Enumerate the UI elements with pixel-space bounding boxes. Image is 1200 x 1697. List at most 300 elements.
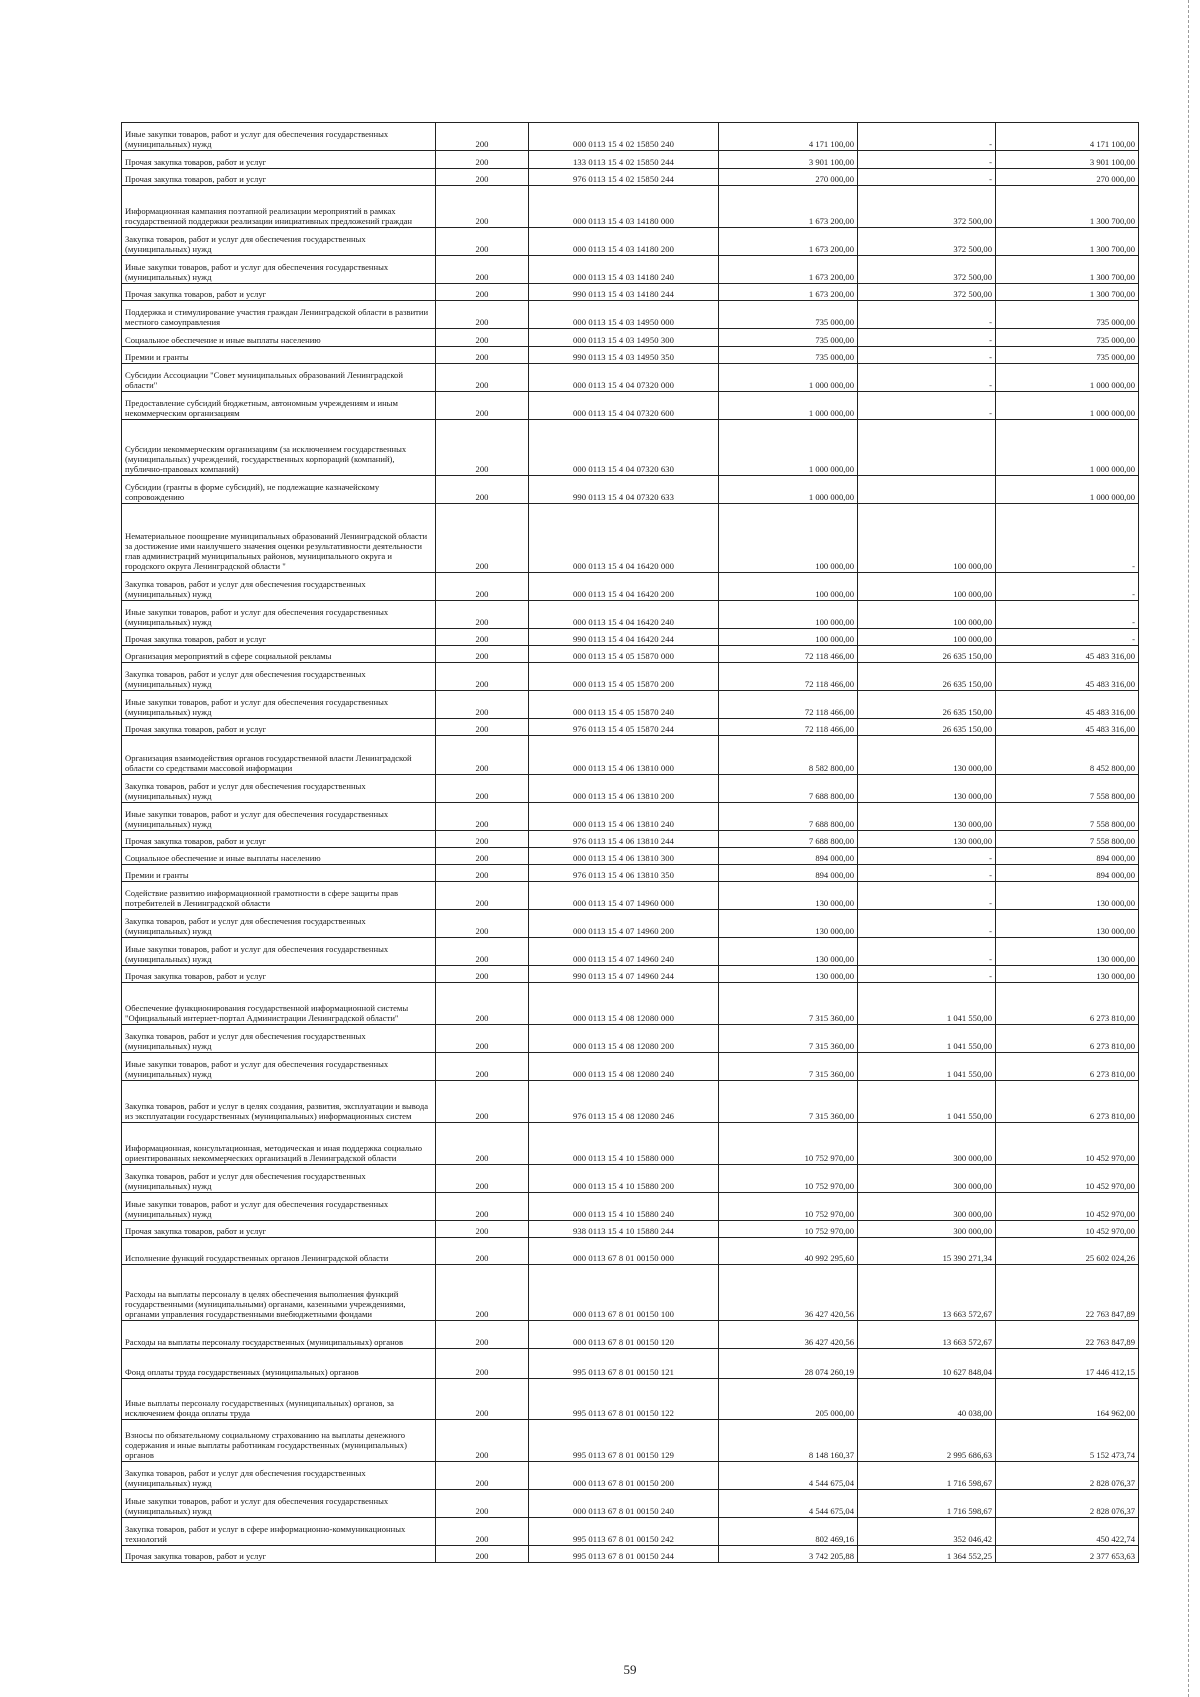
- table-row: [122, 329, 1139, 347]
- row-part-cell: 300 000,00: [858, 1123, 996, 1165]
- table-row: [122, 1053, 1139, 1081]
- row-name-cell: Поддержка и стимулирование участия граждан Ленинградской области в развитии местного самоуправления: [122, 301, 436, 329]
- row-code-cell: 200: [436, 1081, 529, 1123]
- row-name-cell: Закупка товаров, работ и услуг для обеспечения государственных (муниципальных) нужд: [122, 1025, 436, 1053]
- row-name-cell: Обеспечение функционирования государственной информационной системы "Официальный интернет-портал Администрации Ленинградской области": [122, 983, 436, 1025]
- row-name-cell: Расходы на выплаты персоналу государственных (муниципальных) органов: [122, 1321, 436, 1349]
- row-rest-cell: 735 000,00: [996, 301, 1139, 329]
- row-rest-cell: 6 273 810,00: [996, 1053, 1139, 1081]
- row-rest-cell: 735 000,00: [996, 347, 1139, 364]
- row-total-cell: 894 000,00: [719, 848, 858, 865]
- row-rest-cell: 4 171 100,00: [996, 123, 1139, 151]
- row-kbk-cell: 000 0113 67 8 01 00150 100: [529, 1265, 719, 1321]
- row-code-cell: 200: [436, 803, 529, 831]
- row-rest-cell: 1 300 700,00: [996, 284, 1139, 301]
- row-name-cell: Прочая закупка товаров, работ и услуг: [122, 831, 436, 848]
- row-total-cell: 7 315 360,00: [719, 1053, 858, 1081]
- row-part-cell: [858, 420, 996, 476]
- row-part-cell: -: [858, 865, 996, 882]
- row-total-cell: 8 148 160,37: [719, 1420, 858, 1462]
- row-name-cell: Расходы на выплаты персоналу в целях обеспечения выполнения функций государственными (муниципальными) органами, казенными учреждениями, органами управления государственными внебюджетными фондами: [122, 1265, 436, 1321]
- row-part-cell: 10 627 848,04: [858, 1349, 996, 1379]
- row-rest-cell: 45 483 316,00: [996, 719, 1139, 736]
- row-kbk-cell: 990 0113 15 4 04 07320 633: [529, 476, 719, 504]
- row-total-cell: 7 315 360,00: [719, 1025, 858, 1053]
- row-total-cell: 72 118 466,00: [719, 663, 858, 691]
- row-part-cell: 100 000,00: [858, 601, 996, 629]
- table-row: [122, 186, 1139, 228]
- row-code-cell: 200: [436, 186, 529, 228]
- row-part-cell: 26 635 150,00: [858, 663, 996, 691]
- row-rest-cell: -: [996, 504, 1139, 573]
- row-rest-cell: 2 828 076,37: [996, 1490, 1139, 1518]
- row-rest-cell: 894 000,00: [996, 848, 1139, 865]
- row-total-cell: 735 000,00: [719, 347, 858, 364]
- row-kbk-cell: 000 0113 15 4 07 14960 000: [529, 882, 719, 910]
- table-row: [122, 1221, 1139, 1238]
- row-name-cell: Иные закупки товаров, работ и услуг для обеспечения государственных (муниципальных) нужд: [122, 691, 436, 719]
- row-total-cell: 130 000,00: [719, 882, 858, 910]
- row-code-cell: 200: [436, 848, 529, 865]
- table-row: [122, 301, 1139, 329]
- row-part-cell: 15 390 271,34: [858, 1238, 996, 1265]
- table-row: [122, 284, 1139, 301]
- row-kbk-cell: 000 0113 15 4 04 16420 200: [529, 573, 719, 601]
- row-part-cell: 100 000,00: [858, 504, 996, 573]
- row-code-cell: 200: [436, 169, 529, 186]
- row-name-cell: Информационная, консультационная, методическая и иная поддержка социально ориентированных некоммерческих организаций в Ленинградской области: [122, 1123, 436, 1165]
- row-code-cell: 200: [436, 364, 529, 392]
- row-total-cell: 270 000,00: [719, 169, 858, 186]
- row-code-cell: 200: [436, 284, 529, 301]
- row-name-cell: Нематериальное поощрение муниципальных образований Ленинградской области за достижение ими наилучшего значения оценки результативности деятельности глав администраций муниципальных районов, муниципального округа и городского округа Ленинградской области ": [122, 504, 436, 573]
- table-row: [122, 736, 1139, 775]
- table-row: [122, 256, 1139, 284]
- table-row: [122, 775, 1139, 803]
- row-rest-cell: 45 483 316,00: [996, 691, 1139, 719]
- row-rest-cell: 1 300 700,00: [996, 186, 1139, 228]
- row-part-cell: 352 046,42: [858, 1518, 996, 1546]
- row-total-cell: 40 992 295,60: [719, 1238, 858, 1265]
- row-rest-cell: 1 000 000,00: [996, 420, 1139, 476]
- row-kbk-cell: 000 0113 15 4 04 16420 000: [529, 504, 719, 573]
- row-rest-cell: 7 558 800,00: [996, 775, 1139, 803]
- row-rest-cell: 450 422,74: [996, 1518, 1139, 1546]
- row-part-cell: -: [858, 329, 996, 347]
- row-rest-cell: 2 828 076,37: [996, 1462, 1139, 1490]
- row-part-cell: 130 000,00: [858, 775, 996, 803]
- row-total-cell: 1 000 000,00: [719, 420, 858, 476]
- row-total-cell: 10 752 970,00: [719, 1193, 858, 1221]
- table-row: [122, 420, 1139, 476]
- row-total-cell: 735 000,00: [719, 301, 858, 329]
- row-kbk-cell: 000 0113 15 4 04 07320 000: [529, 364, 719, 392]
- row-total-cell: 4 544 675,04: [719, 1490, 858, 1518]
- row-total-cell: 4 171 100,00: [719, 123, 858, 151]
- row-total-cell: 1 673 200,00: [719, 228, 858, 256]
- row-kbk-cell: 976 0113 15 4 08 12080 246: [529, 1081, 719, 1123]
- row-kbk-cell: 990 0113 15 4 03 14180 244: [529, 284, 719, 301]
- row-code-cell: 200: [436, 983, 529, 1025]
- row-part-cell: 372 500,00: [858, 284, 996, 301]
- table-row: [122, 169, 1139, 186]
- budget-table: [121, 122, 1139, 1563]
- row-name-cell: Информационная кампания поэтапной реализации мероприятий в рамках государственной поддержки реализации инициативных предложений граждан: [122, 186, 436, 228]
- row-name-cell: Иные закупки товаров, работ и услуг для обеспечения государственных (муниципальных) нужд: [122, 938, 436, 966]
- row-kbk-cell: 000 0113 15 4 08 12080 200: [529, 1025, 719, 1053]
- table-row: [122, 1265, 1139, 1321]
- table-row: [122, 504, 1139, 573]
- row-kbk-cell: 000 0113 15 4 03 14180 000: [529, 186, 719, 228]
- row-code-cell: 200: [436, 1238, 529, 1265]
- row-kbk-cell: 995 0113 67 8 01 00150 129: [529, 1420, 719, 1462]
- table-row: [122, 1193, 1139, 1221]
- row-total-cell: 7 688 800,00: [719, 775, 858, 803]
- row-kbk-cell: 000 0113 15 4 10 15880 200: [529, 1165, 719, 1193]
- row-kbk-cell: 000 0113 15 4 05 15870 200: [529, 663, 719, 691]
- row-kbk-cell: 995 0113 67 8 01 00150 244: [529, 1546, 719, 1563]
- row-part-cell: 100 000,00: [858, 629, 996, 646]
- row-rest-cell: 6 273 810,00: [996, 1025, 1139, 1053]
- row-name-cell: Закупка товаров, работ и услуг для обеспечения государственных (муниципальных) нужд: [122, 1462, 436, 1490]
- row-part-cell: 26 635 150,00: [858, 646, 996, 663]
- row-part-cell: 1 041 550,00: [858, 1053, 996, 1081]
- row-part-cell: -: [858, 392, 996, 420]
- row-kbk-cell: 000 0113 67 8 01 00150 240: [529, 1490, 719, 1518]
- row-total-cell: 130 000,00: [719, 910, 858, 938]
- row-code-cell: 200: [436, 629, 529, 646]
- table-row: [122, 803, 1139, 831]
- row-kbk-cell: 990 0113 15 4 07 14960 244: [529, 966, 719, 983]
- row-name-cell: Социальное обеспечение и иные выплаты населению: [122, 848, 436, 865]
- row-name-cell: Прочая закупка товаров, работ и услуг: [122, 719, 436, 736]
- row-kbk-cell: 000 0113 15 4 04 07320 600: [529, 392, 719, 420]
- table-row: [122, 865, 1139, 882]
- row-part-cell: 372 500,00: [858, 256, 996, 284]
- row-name-cell: Премии и гранты: [122, 865, 436, 882]
- row-name-cell: Иные закупки товаров, работ и услуг для обеспечения государственных (муниципальных) нужд: [122, 1053, 436, 1081]
- row-name-cell: Прочая закупка товаров, работ и услуг: [122, 169, 436, 186]
- row-name-cell: Исполнение функций государственных органов Ленинградской области: [122, 1238, 436, 1265]
- table-row: [122, 719, 1139, 736]
- row-kbk-cell: 133 0113 15 4 02 15850 244: [529, 151, 719, 169]
- row-total-cell: 130 000,00: [719, 938, 858, 966]
- row-kbk-cell: 000 0113 15 4 06 13810 200: [529, 775, 719, 803]
- row-rest-cell: 1 000 000,00: [996, 476, 1139, 504]
- row-kbk-cell: 000 0113 15 4 06 13810 000: [529, 736, 719, 775]
- row-rest-cell: 45 483 316,00: [996, 646, 1139, 663]
- row-code-cell: 200: [436, 910, 529, 938]
- row-code-cell: 200: [436, 1490, 529, 1518]
- row-part-cell: 100 000,00: [858, 573, 996, 601]
- row-kbk-cell: 976 0113 15 4 06 13810 350: [529, 865, 719, 882]
- table-row: [122, 1238, 1139, 1265]
- row-code-cell: 200: [436, 504, 529, 573]
- row-rest-cell: -: [996, 629, 1139, 646]
- row-kbk-cell: 000 0113 15 4 08 12080 240: [529, 1053, 719, 1081]
- row-kbk-cell: 000 0113 15 4 05 15870 240: [529, 691, 719, 719]
- row-name-cell: Субсидии (гранты в форме субсидий), не подлежащие казначейскому сопровождению: [122, 476, 436, 504]
- row-kbk-cell: 000 0113 15 4 10 15880 240: [529, 1193, 719, 1221]
- table-row: [122, 364, 1139, 392]
- table-row: [122, 1123, 1139, 1165]
- row-rest-cell: 10 452 970,00: [996, 1193, 1139, 1221]
- row-kbk-cell: 000 0113 15 4 08 12080 000: [529, 983, 719, 1025]
- row-total-cell: 72 118 466,00: [719, 719, 858, 736]
- row-rest-cell: 25 602 024,26: [996, 1238, 1139, 1265]
- table-row: [122, 151, 1139, 169]
- row-total-cell: 7 315 360,00: [719, 1081, 858, 1123]
- row-rest-cell: 130 000,00: [996, 910, 1139, 938]
- row-rest-cell: 17 446 412,15: [996, 1349, 1139, 1379]
- row-name-cell: Взносы по обязательному социальному страхованию на выплаты денежного содержания и иные выплаты работникам государственных (муниципальных) органов: [122, 1420, 436, 1462]
- row-code-cell: 200: [436, 1420, 529, 1462]
- row-kbk-cell: 000 0113 15 4 05 15870 000: [529, 646, 719, 663]
- table-row: [122, 646, 1139, 663]
- row-code-cell: 200: [436, 719, 529, 736]
- table-row: [122, 347, 1139, 364]
- row-code-cell: 200: [436, 347, 529, 364]
- row-total-cell: 802 469,16: [719, 1518, 858, 1546]
- row-kbk-cell: 995 0113 67 8 01 00150 242: [529, 1518, 719, 1546]
- row-total-cell: 100 000,00: [719, 601, 858, 629]
- row-name-cell: Иные закупки товаров, работ и услуг для обеспечения государственных (муниципальных) нужд: [122, 256, 436, 284]
- row-part-cell: -: [858, 966, 996, 983]
- scan-edge-line: [1188, 0, 1190, 1697]
- row-part-cell: 130 000,00: [858, 736, 996, 775]
- row-code-cell: 200: [436, 1349, 529, 1379]
- row-name-cell: Социальное обеспечение и иные выплаты населению: [122, 329, 436, 347]
- table-row: [122, 1025, 1139, 1053]
- row-kbk-cell: 000 0113 15 4 04 07320 630: [529, 420, 719, 476]
- row-kbk-cell: 000 0113 15 4 07 14960 240: [529, 938, 719, 966]
- row-rest-cell: 5 152 473,74: [996, 1420, 1139, 1462]
- row-rest-cell: 1 300 700,00: [996, 256, 1139, 284]
- row-name-cell: Иные выплаты персоналу государственных (муниципальных) органов, за исключением фонда оплаты труда: [122, 1379, 436, 1420]
- row-name-cell: Закупка товаров, работ и услуг для обеспечения государственных (муниципальных) нужд: [122, 910, 436, 938]
- row-rest-cell: 6 273 810,00: [996, 1081, 1139, 1123]
- table-row: [122, 1546, 1139, 1563]
- row-part-cell: -: [858, 301, 996, 329]
- table-row: [122, 1081, 1139, 1123]
- row-rest-cell: 22 763 847,89: [996, 1321, 1139, 1349]
- row-rest-cell: 7 558 800,00: [996, 831, 1139, 848]
- row-total-cell: 10 752 970,00: [719, 1123, 858, 1165]
- row-code-cell: 200: [436, 256, 529, 284]
- row-code-cell: 200: [436, 1265, 529, 1321]
- table-row: [122, 983, 1139, 1025]
- row-part-cell: 1 041 550,00: [858, 1025, 996, 1053]
- row-total-cell: 130 000,00: [719, 966, 858, 983]
- row-rest-cell: 130 000,00: [996, 966, 1139, 983]
- row-name-cell: Закупка товаров, работ и услуг для обеспечения государственных (муниципальных) нужд: [122, 228, 436, 256]
- row-code-cell: 200: [436, 691, 529, 719]
- row-rest-cell: 7 558 800,00: [996, 803, 1139, 831]
- row-total-cell: 7 315 360,00: [719, 983, 858, 1025]
- row-kbk-cell: 000 0113 67 8 01 00150 000: [529, 1238, 719, 1265]
- row-part-cell: 372 500,00: [858, 228, 996, 256]
- row-total-cell: 10 752 970,00: [719, 1165, 858, 1193]
- row-code-cell: 200: [436, 1165, 529, 1193]
- row-name-cell: Иные закупки товаров, работ и услуг для обеспечения государственных (муниципальных) нужд: [122, 601, 436, 629]
- row-total-cell: 8 582 800,00: [719, 736, 858, 775]
- row-code-cell: 200: [436, 1321, 529, 1349]
- row-part-cell: 26 635 150,00: [858, 691, 996, 719]
- row-name-cell: Организация взаимодействия органов государственной власти Ленинградской области со средствами массовой информации: [122, 736, 436, 775]
- row-code-cell: 200: [436, 392, 529, 420]
- row-rest-cell: 735 000,00: [996, 329, 1139, 347]
- row-code-cell: 200: [436, 1221, 529, 1238]
- row-total-cell: 72 118 466,00: [719, 646, 858, 663]
- row-name-cell: Субсидии некоммерческим организациям (за исключением государственных (муниципальных) учреждений, государственных корпораций (компаний), публично-правовых компаний): [122, 420, 436, 476]
- row-code-cell: 200: [436, 601, 529, 629]
- row-part-cell: -: [858, 910, 996, 938]
- row-rest-cell: 6 273 810,00: [996, 983, 1139, 1025]
- row-code-cell: 200: [436, 1379, 529, 1420]
- row-part-cell: 26 635 150,00: [858, 719, 996, 736]
- table-row: [122, 882, 1139, 910]
- row-name-cell: Иные закупки товаров, работ и услуг для обеспечения государственных (муниципальных) нужд: [122, 1490, 436, 1518]
- row-part-cell: -: [858, 123, 996, 151]
- row-name-cell: Закупка товаров, работ и услуг для обеспечения государственных (муниципальных) нужд: [122, 775, 436, 803]
- row-kbk-cell: 976 0113 15 4 02 15850 244: [529, 169, 719, 186]
- row-kbk-cell: 000 0113 15 4 06 13810 300: [529, 848, 719, 865]
- row-name-cell: Прочая закупка товаров, работ и услуг: [122, 284, 436, 301]
- row-name-cell: Фонд оплаты труда государственных (муниципальных) органов: [122, 1349, 436, 1379]
- table-row: [122, 476, 1139, 504]
- row-rest-cell: 10 452 970,00: [996, 1165, 1139, 1193]
- row-code-cell: 200: [436, 831, 529, 848]
- row-code-cell: 200: [436, 775, 529, 803]
- row-code-cell: 200: [436, 123, 529, 151]
- row-name-cell: Закупка товаров, работ и услуг для обеспечения государственных (муниципальных) нужд: [122, 663, 436, 691]
- row-total-cell: 7 688 800,00: [719, 803, 858, 831]
- row-kbk-cell: 938 0113 15 4 10 15880 244: [529, 1221, 719, 1238]
- row-name-cell: Закупка товаров, работ и услуг для обеспечения государственных (муниципальных) нужд: [122, 573, 436, 601]
- row-total-cell: 4 544 675,04: [719, 1462, 858, 1490]
- table-row: [122, 910, 1139, 938]
- page-number: 59: [623, 1662, 637, 1677]
- table-row: [122, 1165, 1139, 1193]
- row-part-cell: 13 663 572,67: [858, 1321, 996, 1349]
- row-rest-cell: 45 483 316,00: [996, 663, 1139, 691]
- row-part-cell: 300 000,00: [858, 1221, 996, 1238]
- row-total-cell: 1 673 200,00: [719, 256, 858, 284]
- row-total-cell: 3 901 100,00: [719, 151, 858, 169]
- row-total-cell: 72 118 466,00: [719, 691, 858, 719]
- row-kbk-cell: 000 0113 15 4 03 14180 240: [529, 256, 719, 284]
- row-code-cell: 200: [436, 1025, 529, 1053]
- row-name-cell: Иные закупки товаров, работ и услуг для обеспечения государственных (муниципальных) нужд: [122, 1193, 436, 1221]
- row-total-cell: 1 673 200,00: [719, 284, 858, 301]
- row-part-cell: -: [858, 848, 996, 865]
- row-part-cell: 1 041 550,00: [858, 1081, 996, 1123]
- row-total-cell: 100 000,00: [719, 629, 858, 646]
- row-name-cell: Закупка товаров, работ и услуг для обеспечения государственных (муниципальных) нужд: [122, 1165, 436, 1193]
- row-code-cell: 200: [436, 1193, 529, 1221]
- table-row: [122, 629, 1139, 646]
- row-rest-cell: -: [996, 601, 1139, 629]
- row-code-cell: 200: [436, 476, 529, 504]
- row-name-cell: Закупка товаров, работ и услуг в сфере информационно-коммуникационных технологий: [122, 1518, 436, 1546]
- row-total-cell: 1 000 000,00: [719, 364, 858, 392]
- row-total-cell: 1 000 000,00: [719, 476, 858, 504]
- row-kbk-cell: 000 0113 15 4 03 14950 300: [529, 329, 719, 347]
- row-part-cell: 1 716 598,67: [858, 1490, 996, 1518]
- row-code-cell: 200: [436, 663, 529, 691]
- row-rest-cell: 22 763 847,89: [996, 1265, 1139, 1321]
- row-code-cell: 200: [436, 882, 529, 910]
- row-part-cell: -: [858, 364, 996, 392]
- row-kbk-cell: 976 0113 15 4 05 15870 244: [529, 719, 719, 736]
- row-name-cell: Прочая закупка товаров, работ и услуг: [122, 151, 436, 169]
- row-name-cell: Закупка товаров, работ и услуг в целях создания, развития, эксплуатации и вывода из эксплуатации государственных (муниципальных) информационных систем: [122, 1081, 436, 1123]
- row-total-cell: 36 427 420,56: [719, 1321, 858, 1349]
- row-total-cell: 1 000 000,00: [719, 392, 858, 420]
- row-part-cell: 1 716 598,67: [858, 1462, 996, 1490]
- row-part-cell: -: [858, 151, 996, 169]
- row-kbk-cell: 976 0113 15 4 06 13810 244: [529, 831, 719, 848]
- row-part-cell: 13 663 572,67: [858, 1265, 996, 1321]
- row-rest-cell: 164 962,00: [996, 1379, 1139, 1420]
- table-row: [122, 1490, 1139, 1518]
- table-row: [122, 392, 1139, 420]
- row-rest-cell: 270 000,00: [996, 169, 1139, 186]
- table-row: [122, 691, 1139, 719]
- row-code-cell: 200: [436, 301, 529, 329]
- row-rest-cell: 1 300 700,00: [996, 228, 1139, 256]
- table-row: [122, 573, 1139, 601]
- table-row: [122, 1462, 1139, 1490]
- row-kbk-cell: 000 0113 67 8 01 00150 120: [529, 1321, 719, 1349]
- table-row: [122, 601, 1139, 629]
- table-row: [122, 1321, 1139, 1349]
- row-name-cell: Иные закупки товаров, работ и услуг для обеспечения государственных (муниципальных) нужд: [122, 803, 436, 831]
- row-code-cell: 200: [436, 151, 529, 169]
- row-part-cell: 2 995 686,63: [858, 1420, 996, 1462]
- table-row: [122, 123, 1139, 151]
- table-row: [122, 1349, 1139, 1379]
- row-code-cell: 200: [436, 736, 529, 775]
- row-total-cell: 7 688 800,00: [719, 831, 858, 848]
- row-part-cell: 40 038,00: [858, 1379, 996, 1420]
- row-total-cell: 735 000,00: [719, 329, 858, 347]
- row-part-cell: [858, 476, 996, 504]
- row-total-cell: 36 427 420,56: [719, 1265, 858, 1321]
- row-rest-cell: 894 000,00: [996, 865, 1139, 882]
- row-part-cell: 300 000,00: [858, 1165, 996, 1193]
- row-part-cell: -: [858, 882, 996, 910]
- row-part-cell: 372 500,00: [858, 186, 996, 228]
- row-part-cell: -: [858, 347, 996, 364]
- row-part-cell: 130 000,00: [858, 831, 996, 848]
- table-row: [122, 1420, 1139, 1462]
- row-kbk-cell: 000 0113 15 4 10 15880 000: [529, 1123, 719, 1165]
- row-rest-cell: -: [996, 573, 1139, 601]
- row-name-cell: Иные закупки товаров, работ и услуг для обеспечения государственных (муниципальных) нужд: [122, 123, 436, 151]
- row-total-cell: 100 000,00: [719, 573, 858, 601]
- row-total-cell: 205 000,00: [719, 1379, 858, 1420]
- row-kbk-cell: 000 0113 15 4 02 15850 240: [529, 123, 719, 151]
- row-total-cell: 28 074 260,19: [719, 1349, 858, 1379]
- row-rest-cell: 10 452 970,00: [996, 1123, 1139, 1165]
- row-code-cell: 200: [436, 646, 529, 663]
- row-name-cell: Прочая закупка товаров, работ и услуг: [122, 1221, 436, 1238]
- row-kbk-cell: 995 0113 67 8 01 00150 122: [529, 1379, 719, 1420]
- row-part-cell: 300 000,00: [858, 1193, 996, 1221]
- row-name-cell: Предоставление субсидий бюджетным, автономным учреждениям и иным некоммерческим организациям: [122, 392, 436, 420]
- row-name-cell: Содействие развитию информационной грамотности в сфере защиты прав потребителей в Ленинградской области: [122, 882, 436, 910]
